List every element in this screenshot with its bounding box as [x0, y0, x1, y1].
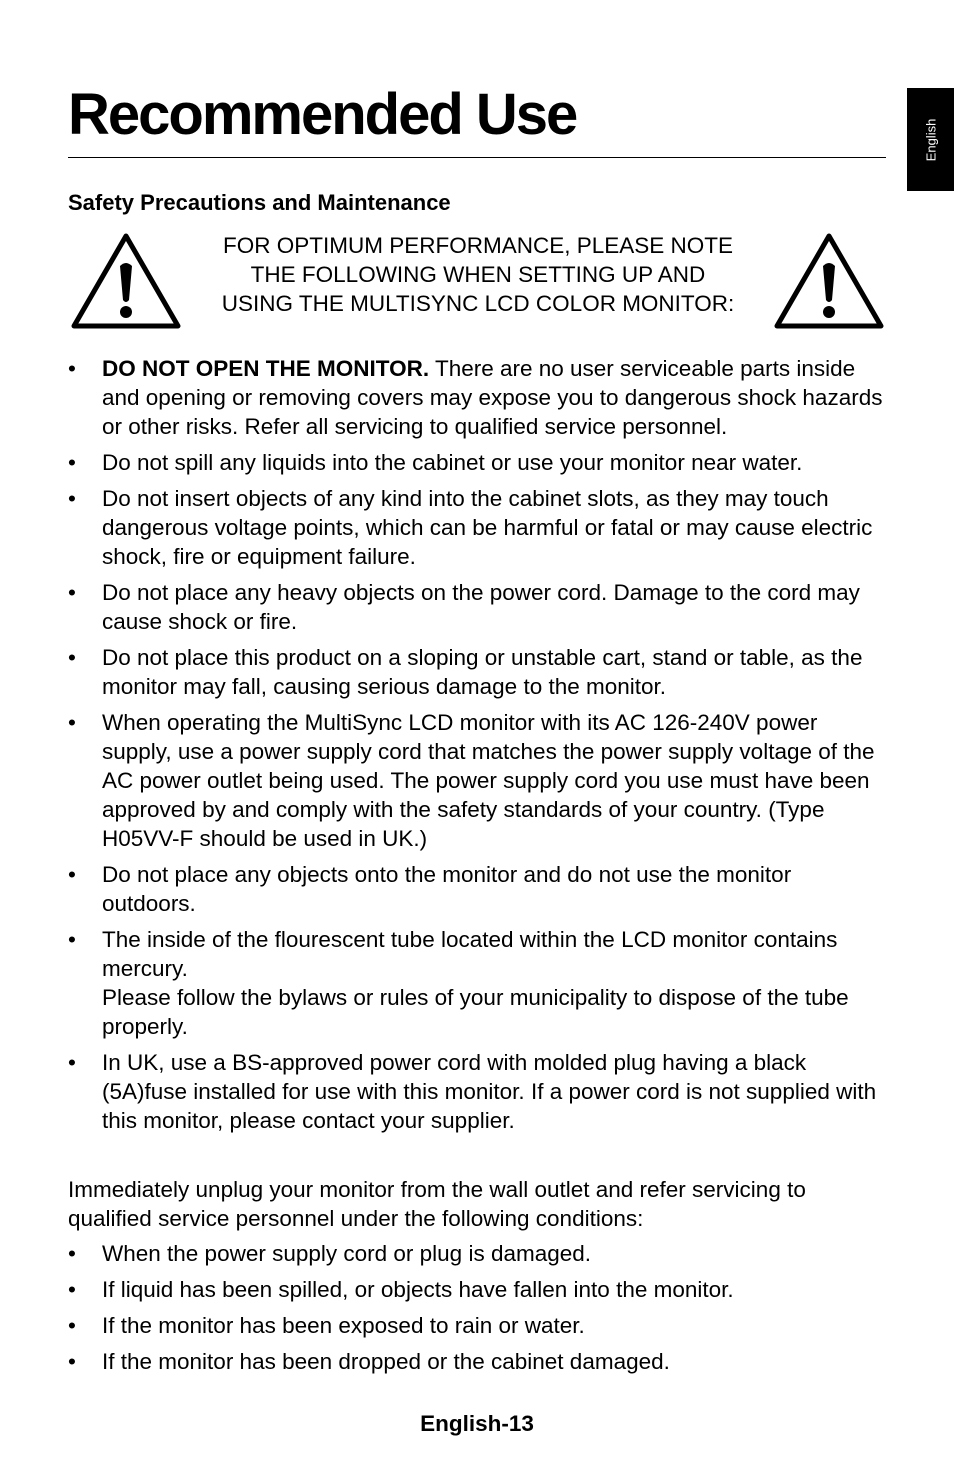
warning-icon [771, 230, 887, 332]
list-item-text: There are no user serviceable parts inside and opening or removing covers may expose you to dangerous shock hazards or other risks. Refer all servicing to qualified service personnel. [102, 356, 883, 439]
list-item [68, 1048, 888, 1135]
list-item [68, 1347, 888, 1376]
list-item-text: Do not place this product on a sloping or unstable cart, stand or table, as the monitor may fall, causing serious damage to the monitor. [102, 645, 863, 699]
list-item-text: If liquid has been spilled, or objects have fallen into the monitor. [102, 1277, 734, 1302]
bullet-icon: • [68, 645, 76, 670]
bullet-icon: • [68, 1313, 76, 1338]
list-item-text: Do not place any objects onto the monitor and do not use the monitor outdoors. [102, 862, 792, 916]
bullet-icon: • [68, 1241, 76, 1266]
list-item [68, 860, 888, 918]
performance-notice [190, 231, 766, 318]
list-item [68, 354, 888, 441]
bullet-icon: • [68, 450, 76, 475]
unplug-conditions-list [68, 1239, 888, 1383]
bullet-icon: • [68, 486, 76, 511]
list-item [68, 484, 888, 571]
list-item-text: In UK, use a BS-approved power cord with molded plug having a black (5A)fuse installed for use with this monitor. If a power cord is not supplied with this monitor, please contact your supplier. [102, 1050, 877, 1133]
notice-line: FOR OPTIMUM PERFORMANCE, PLEASE NOTE [222, 233, 734, 258]
bullet-icon: • [68, 1277, 76, 1302]
warning-icon [68, 230, 184, 332]
list-item [68, 448, 888, 477]
list-item-text: The inside of the flourescent tube located within the LCD monitor contains mercury. [102, 927, 838, 981]
notice-line: USING THE MULTISYNC LCD COLOR MONITOR: [221, 291, 735, 316]
unplug-instructions: Immediately unplug your monitor from the wall outlet and refer servicing to qualified service personnel under the following conditions: [68, 1177, 806, 1231]
list-item-text: Please follow the bylaws or rules of your municipality to dispose of the tube properly. [102, 985, 849, 1039]
list-item-text: When the power supply cord or plug is damaged. [102, 1241, 592, 1266]
list-item-text: If the monitor has been exposed to rain or water. [102, 1313, 585, 1338]
list-item-text: Do not place any heavy objects on the power cord. Damage to the cord may cause shock or fire. [102, 580, 860, 634]
bullet-icon: • [68, 356, 76, 381]
language-tab-label: English [923, 118, 938, 161]
list-item [68, 1239, 888, 1268]
bullet-icon: • [68, 862, 76, 887]
language-tab [907, 88, 954, 191]
page-title: Recommended Use [68, 82, 577, 147]
bullet-icon: • [68, 1349, 76, 1374]
list-item [68, 708, 888, 853]
list-item [68, 1275, 888, 1304]
bullet-icon: • [68, 580, 76, 605]
list-item [68, 1311, 888, 1340]
page-number: English-13 [420, 1411, 534, 1436]
list-item [68, 925, 888, 1041]
list-item [68, 578, 888, 636]
bullet-icon: • [68, 1050, 76, 1075]
notice-line: THE FOLLOWING WHEN SETTING UP AND [250, 262, 706, 287]
warning-emphasis: DO NOT OPEN THE MONITOR. [102, 356, 430, 381]
bullet-icon: • [68, 710, 76, 735]
bullet-icon: • [68, 927, 76, 952]
list-item-text: Do not spill any liquids into the cabinet or use your monitor near water. [102, 450, 803, 475]
list-item-text: If the monitor has been dropped or the cabinet damaged. [102, 1349, 670, 1374]
list-item-text: Do not insert objects of any kind into the cabinet slots, as they may touch dangerous voltage points, which can be harmful or fatal or may cause electric shock, fire or equipment failure. [102, 486, 873, 569]
title-divider [68, 157, 886, 158]
section-heading: Safety Precautions and Maintenance [68, 190, 451, 215]
precautions-list [68, 354, 888, 1142]
list-item-text: When operating the MultiSync LCD monitor with its AC 126-240V power supply, use a power supply cord that matches the power supply voltage of the AC power outlet being used. The power supply cord you use must have been approved by and comply with the safety standards of your country. (Type H05VV-F should be used in UK.) [102, 710, 875, 851]
list-item [68, 643, 888, 701]
